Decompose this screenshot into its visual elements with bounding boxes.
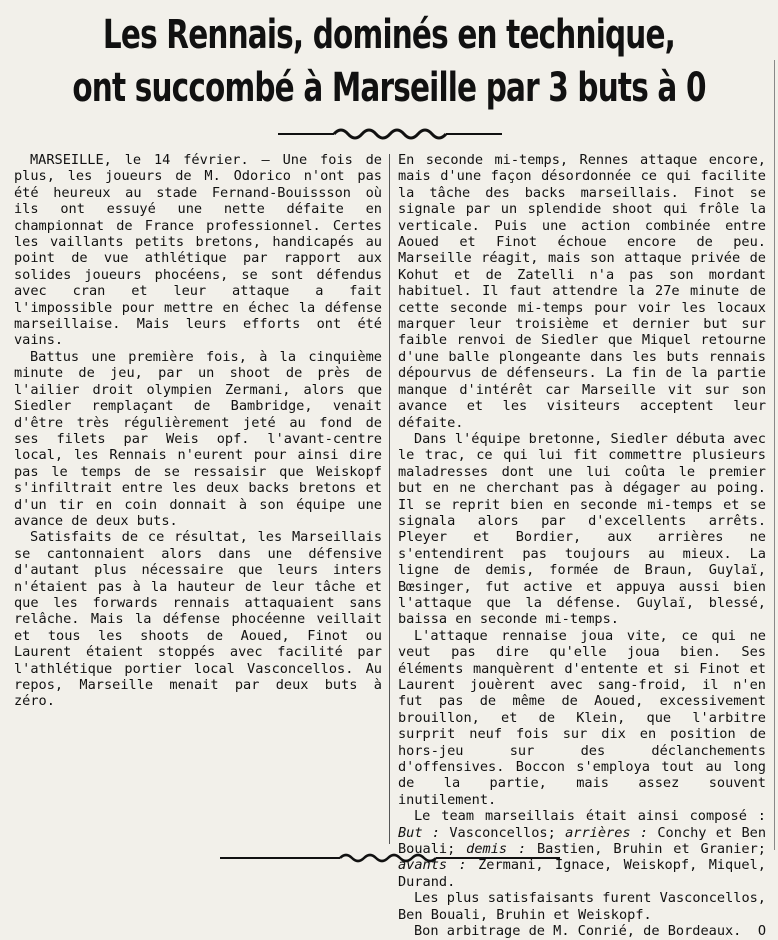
headline-line-1: Les Rennais, dominés en technique,	[102, 12, 676, 58]
paragraph-6: L'attaque rennaise joua vite, ce qui ne veut pas dire qu'elle joua bien. Ses éléments manquèrent d'entente et si Finot et Laurent jouèrent avec sang-froid, il n'en fut pas de même de Aoued, excessivement brouillon, et de Klein, que l'arbitre surprit neuf fois sur dix en position de hors-jeu sur des déclanchements d'offensives. Boccon s'employa tout au long de la partie, mais assez souvent inutilement.	[398, 627, 766, 808]
paragraph-8: Les plus satisfaisants furent Vasconcellos, Ben Bouali, Bruhin et Weiskopf.	[398, 890, 766, 923]
article-column-1	[14, 152, 382, 710]
headline-line-2: ont succombé à Marseille par 3 buts à 0	[72, 65, 706, 111]
wave-ornament-top	[278, 124, 502, 144]
paragraph-4: En seconde mi-temps, Rennes attaque encore, mais d'une façon désordonnée ce qui facilite la tâche des backs marseillais. Finot se signale par un splendide shoot qui frôle la verticale. Puis une action combinée entre Aoued et Finot échoue encore de peu. Marseille réagit, mais son attaque privée de Kohut et de Zatelli n'a pas son mordant habituel. Il faut attendre la 27e minute de cette seconde mi-temps pour voir les locaux marquer leur troisième et dernier but sur faible renvoi de Siedler que Miquel retourne d'une balle plongeante dans les buts rennais dépourvus de défenseurs. La fin de la partie manque d'intérêt car Marseille vit sur son avance et les visiteurs acceptent leur défaite.	[398, 152, 766, 431]
paragraph-3: Satisfaits de ce résultat, les Marseillais se cantonnaient alors dans une défensive d'autant plus nécessaire que leurs inters n'étaient pas à la hauteur de leur tâche et que les forwards rennais attaquaient sans relâche. Mais la défense phocéenne veillait et tous les shoots de Aoued, Finot ou Laurent étaient stoppés avec facilité par l'athlétique portier local Vasconcellos. Au repos, Marseille menait par deux buts à zéro.	[14, 529, 382, 710]
paragraph-9: Bon arbitrage de M. Conrié, de Bordeaux. O	[414, 923, 766, 940]
paragraph-1: MARSEILLE, le 14 février. — Une fois de plus, les joueurs de M. Odorico n'ont pas été heureux au stade Fernand-Bouissson où ils ont essuyé une nette défaite en championnat de France professionnel. Certes les vaillants petits bretons, handicapés au point de vue athlétique par rapport aux solides joueurs phocéens, se sont défendus avec cran et leur attaque a fait l'impossible pour mettre en échec la défense marseillaise. Mais leurs efforts ont été vains.	[14, 152, 382, 349]
paragraph-5: Dans l'équipe bretonne, Siedler débuta avec le trac, ce qui lui fit commettre plusieurs maladresses dont une lui coûta le premier but en ne cherchant pas à dégager au poing. Il se reprit bien en seconde mi-temps et se signala alors par d'excellents arrêts. Pleyer et Bordier, aux arrières ne s'entendirent pas toujours au mieux. La ligne de demis, formée de Braun, Guylaï, Bœsinger, fut active et appuya aussi bien l'attaque que la défense. Guylaï, blessé, baissa en seconde mi-temps.	[398, 430, 766, 628]
dateline: MARSEILLE,	[30, 152, 112, 168]
paragraph-7-lineup: Le team marseillais était ainsi composé : But : Vasconcellos; arrières : Conchy et Ben Bouali; demis : Bastien, Bruhin et Granier; avants : Zermani, Ignace, Weiskopf, Miquel, Durand.	[398, 808, 767, 890]
article-column-2	[398, 152, 766, 940]
wave-ornament-bottom	[220, 850, 560, 866]
column-separator	[389, 154, 390, 844]
page-edge-rule	[774, 60, 775, 850]
paragraph-2: Battus une première fois, à la cinquième minute de jeu, par un shoot de près de l'ailier droit olympien Zermani, alors que Siedler remplaçant de Bambridge, venait d'être très régulièrement jeté au fond de ses filets par Weis opf. l'avant-centre local, les Rennais n'eurent pour ainsi dire pas le temps de se ressaisir que Weiskopf s'infiltrait entre les deux backs bretons et d'un tir en coin donnait à son équipe une avance de deux buts.	[14, 348, 382, 529]
signature: O	[757, 923, 766, 940]
headline	[0, 10, 778, 116]
